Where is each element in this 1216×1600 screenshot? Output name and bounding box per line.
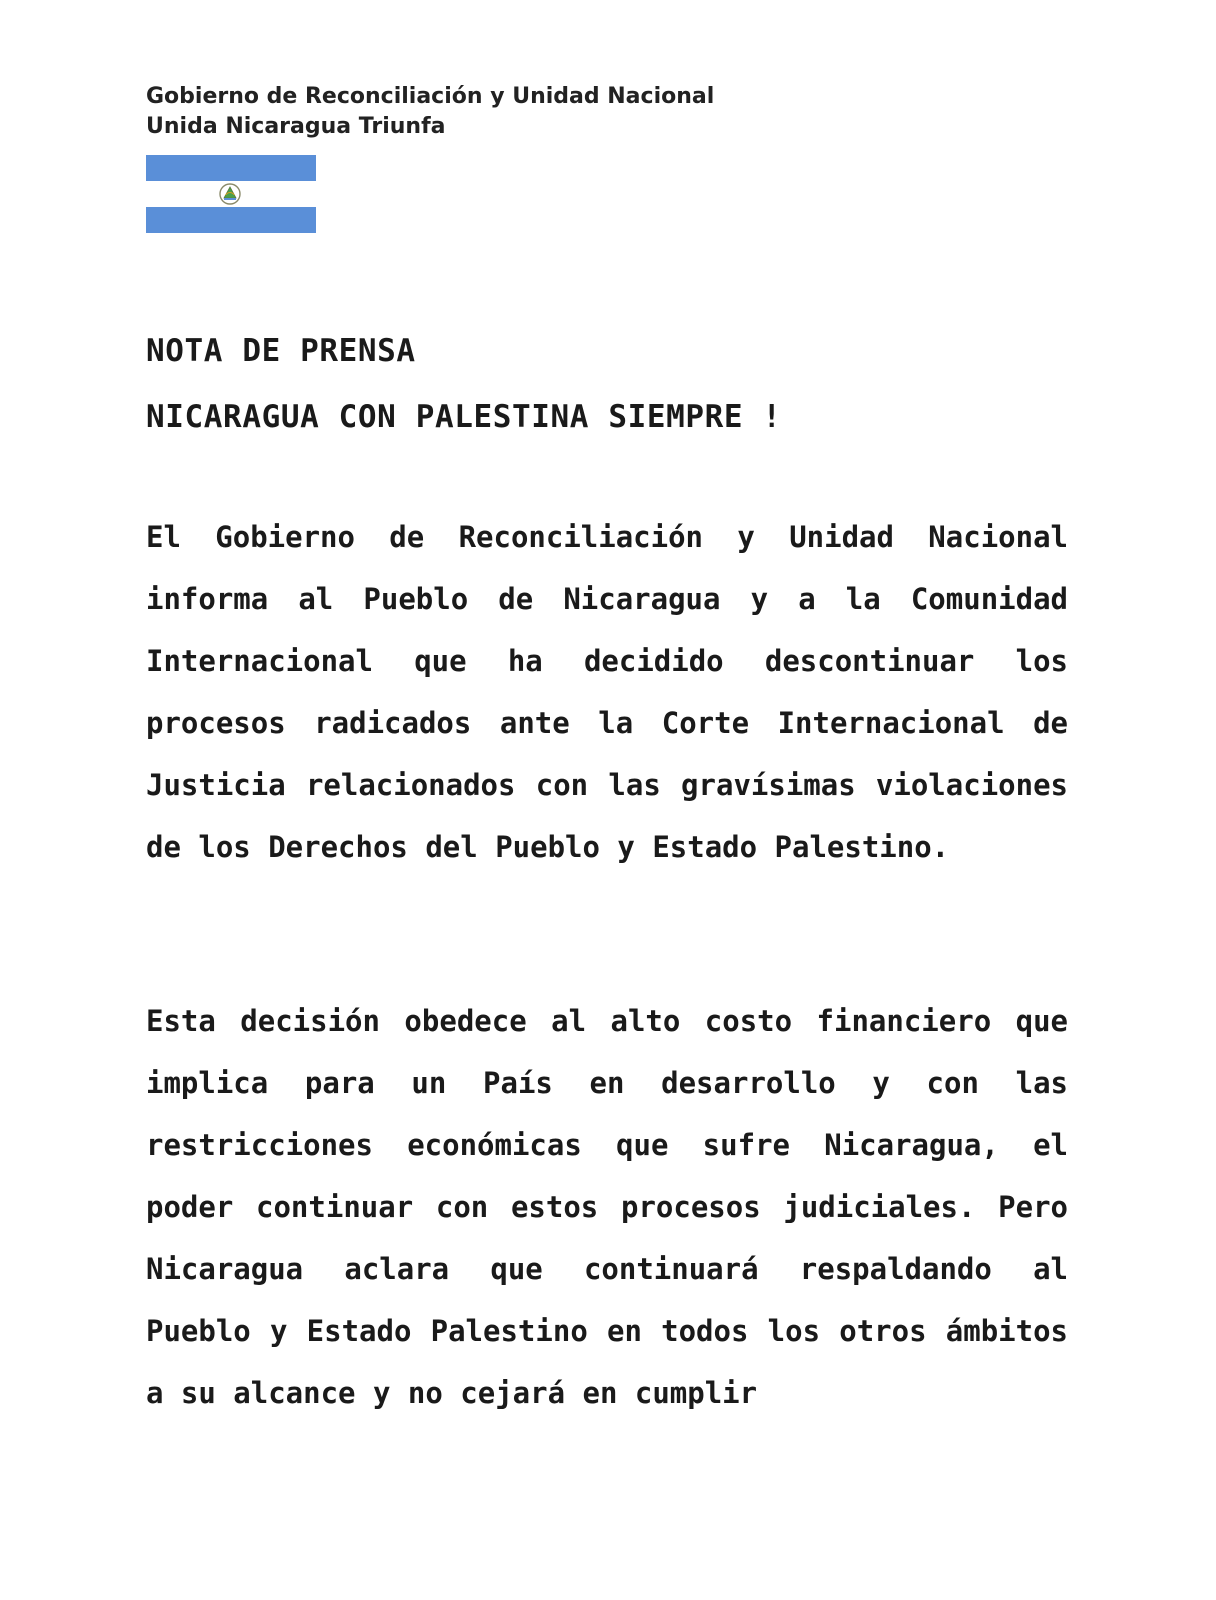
flag-bottom-band: [146, 207, 316, 233]
coat-of-arms-icon: [218, 182, 242, 206]
flag-top-band: [146, 155, 316, 181]
header-slogan: Unida Nicaragua Triunfa: [146, 114, 446, 139]
paragraph-1: El Gobierno de Reconciliación y Unidad Nacional informa al Pueblo de Nicaragua y a la Comunidad Internacional que ha decidido descontinuar los procesos radicados ante la Corte Internacional de Justicia relacionados con las gravísimas violaciones de los Derechos del Pueblo y Estado Palestino.: [146, 520, 1068, 864]
press-release-titles: [146, 318, 782, 450]
press-release-label: NOTA DE PRENSA: [146, 333, 416, 369]
nicaragua-flag-icon: [146, 155, 316, 233]
flag-middle-band: [146, 181, 316, 207]
document-header: [146, 82, 714, 142]
press-release-headline: NICARAGUA CON PALESTINA SIEMPRE !: [146, 399, 782, 435]
header-government-name: Gobierno de Reconciliación y Unidad Nacional: [146, 84, 715, 109]
paragraph-2: Esta decisión obedece al alto costo financiero que implica para un País en desarrollo y con las restricciones económicas que sufre Nicaragua, el poder continuar con estos procesos judiciales. Pero Nicaragua aclara que continuará respaldando al Pueblo y Estado Palestino en todos los otros ámbitos a su alcance y no cejará en cumplir: [146, 1004, 1068, 1410]
